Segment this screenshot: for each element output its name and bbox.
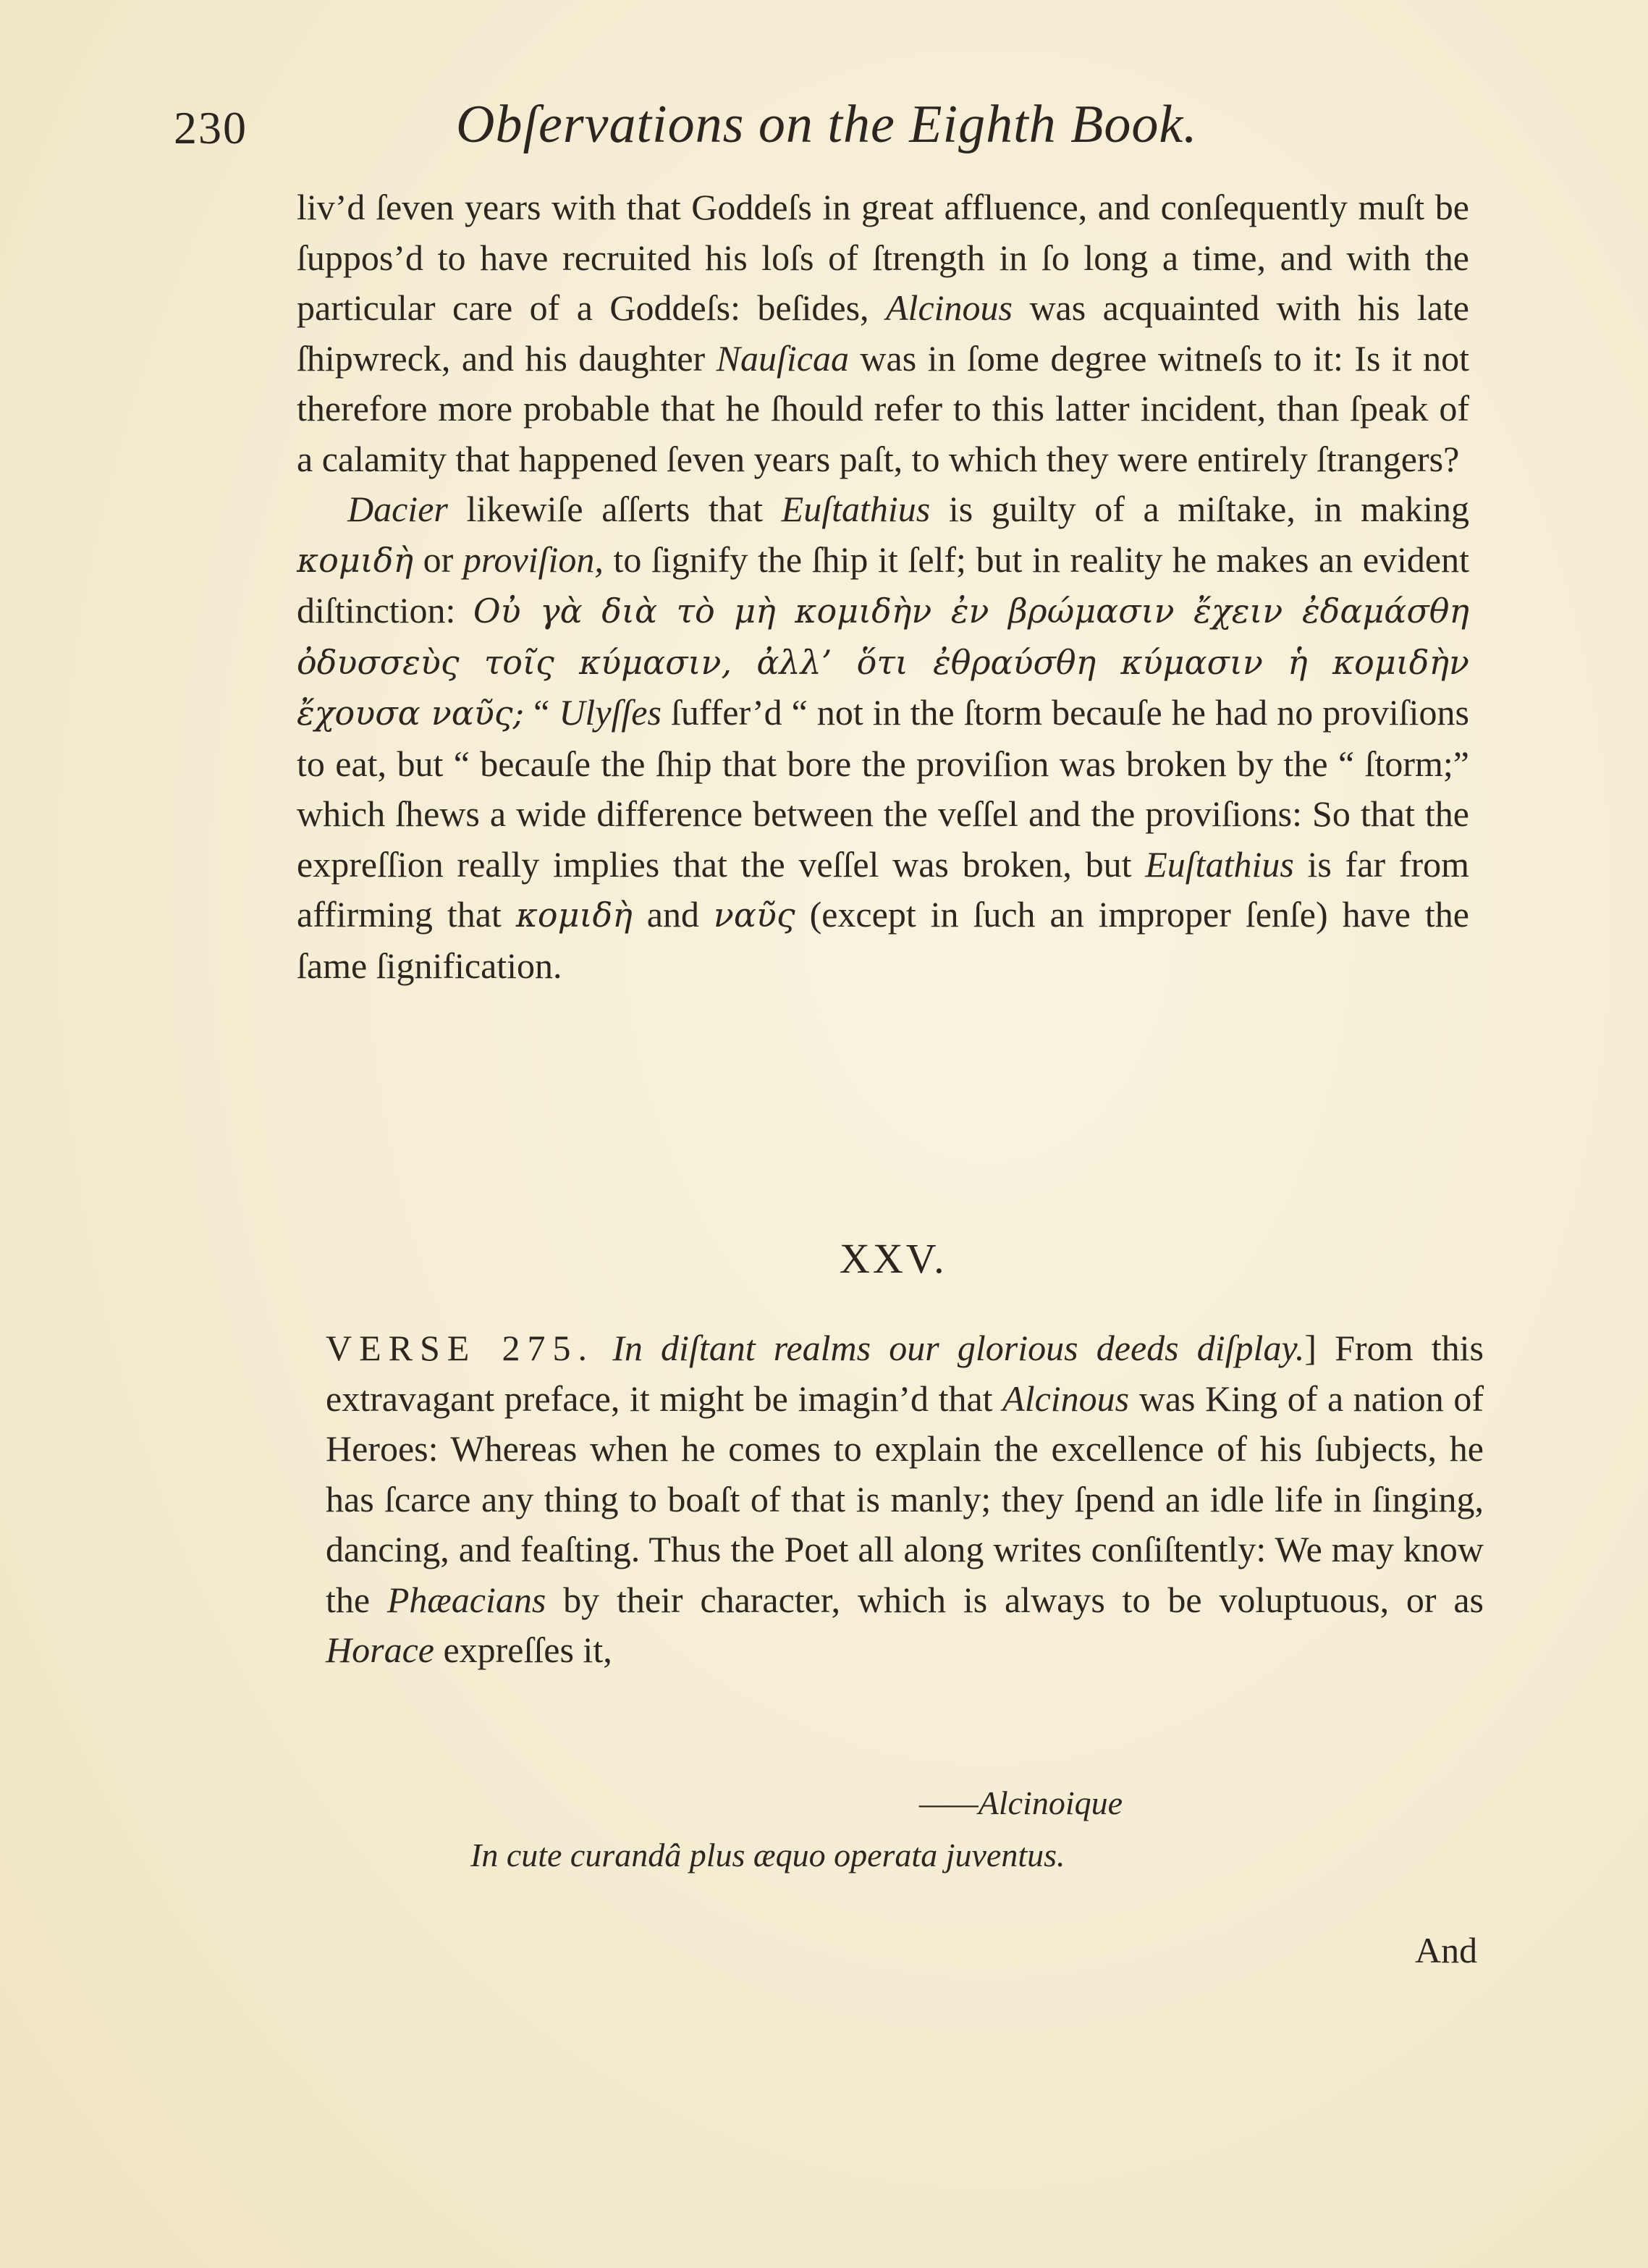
p2c-text: or xyxy=(413,539,463,580)
paragraph-3 xyxy=(326,1323,1484,1676)
p1c-text: was in ſome degree witneſs to it: Is it not therefore more probable that he ſhould refer to this latter incident, than ſpeak of a calamity that happened ſeven years paſt, to which they were entirely ſtrangers? xyxy=(297,337,1469,479)
p2h-text: and xyxy=(632,894,714,935)
t1-text: From this extravagant preface, it might be imagin’d that xyxy=(326,1328,1484,1419)
catchword: And xyxy=(1415,1930,1478,1970)
running-head xyxy=(174,87,1245,166)
verse-quote: In diſtant realms our glorious deeds diſplay. xyxy=(612,1328,1305,1368)
p2a-text: likewiſe aſſerts that xyxy=(447,489,782,529)
quote-line-2: In cute curandâ plus æquo operata juventus. xyxy=(470,1837,1065,1873)
greek-naus: ναῦς xyxy=(713,895,795,935)
p2i-text: (except in ſuch an improper ſenſe) have the ſame ſignification. xyxy=(297,894,1469,986)
name-nausicaa: Nauſicaa xyxy=(716,337,849,379)
quote-line-1: ——Alcinoique xyxy=(919,1784,1123,1821)
name-phaeacians: Phæacians xyxy=(386,1579,546,1620)
p2d-text: to ſignify the ſhip it ſelf; but in reality he makes an evident diſtinction: xyxy=(297,539,1469,631)
word-provision: proviſion, xyxy=(462,539,604,580)
paragraph-2 xyxy=(297,484,1469,991)
greek-komide-2: κομιδὴ xyxy=(515,895,633,935)
page-number: 230 xyxy=(174,102,248,153)
p1b-text: was acquainted with his late ſhipwreck, and his daughter xyxy=(297,287,1469,379)
name-dacier: Dacier xyxy=(347,489,448,529)
verse-label: VERSE 275. xyxy=(326,1328,595,1368)
p1-text: liv’d ſeven years with that Goddeſs in great affluence, and conſequently muſt be ſuppos’d to have recruited his loſs of ſtrength in ſo long a time, and with the particular care of a Goddeſs: beſides, xyxy=(297,187,1469,328)
name-horace: Horace xyxy=(326,1630,434,1670)
bracket: ] xyxy=(1304,1328,1317,1368)
name-eustathius-2: Euſtathius xyxy=(1145,843,1294,885)
name-eustathius: Euſtathius xyxy=(781,489,931,529)
p2f-text: ſuffer’d “ not in the ſtorm becauſe he had no proviſions to eat, but “ becauſe the ſhip that bore the proviſion was broken by the “ ſtorm;” which ſhews a wide difference between the veſſel and the proviſions: So that the expreſſion really implies that the veſſel was broken, but xyxy=(297,692,1469,885)
p2b-text: is guilty of a miſtake, in making xyxy=(930,489,1470,529)
name-alcinous: Alcinous xyxy=(886,287,1013,328)
latin-quotation xyxy=(470,1777,1484,1881)
t2-text: was King of a nation of Heroes: Whereas when he comes to explain the excellence of his ſubjects, he has ſcarce any thing to boaſt of that is manly; they ſpend an idle life in ſinging, dancing, and feaſting. Thus the Poet all along writes conſiſtently: We may know the xyxy=(326,1378,1484,1620)
t3-text: by their character, which is always to be voluptuous, or as xyxy=(546,1579,1484,1620)
note-verse-275 xyxy=(326,1323,1484,1676)
greek-quotation: Οὐ γὰ διὰ τὸ μὴ κομιδὴν ἐν βρώμασιν ἔχειν ἐδαμάσθη ὀδυσσεὺς τοῖς κύμασιν, ἀλλ’ ὅτι ἐθραύσθη κύμασιν ἡ κομιδὴν ἔχουσα ναῦς; xyxy=(297,591,1469,733)
name-ulysses: Ulyſſes xyxy=(559,692,662,733)
greek-komide: κομιδὴ xyxy=(297,540,414,580)
running-title: Obſervations on the Eighth Book. xyxy=(456,95,1198,154)
t4-text: expreſſes it, xyxy=(434,1630,612,1670)
name-alcinous-2: Alcinous xyxy=(1002,1378,1130,1419)
paragraph-1 xyxy=(297,182,1469,484)
p2g-text: is far from affirming that xyxy=(297,843,1469,935)
section-heading: XXV. xyxy=(840,1235,947,1282)
commentary-continued xyxy=(297,182,1469,991)
p2e-text: “ xyxy=(524,692,559,733)
